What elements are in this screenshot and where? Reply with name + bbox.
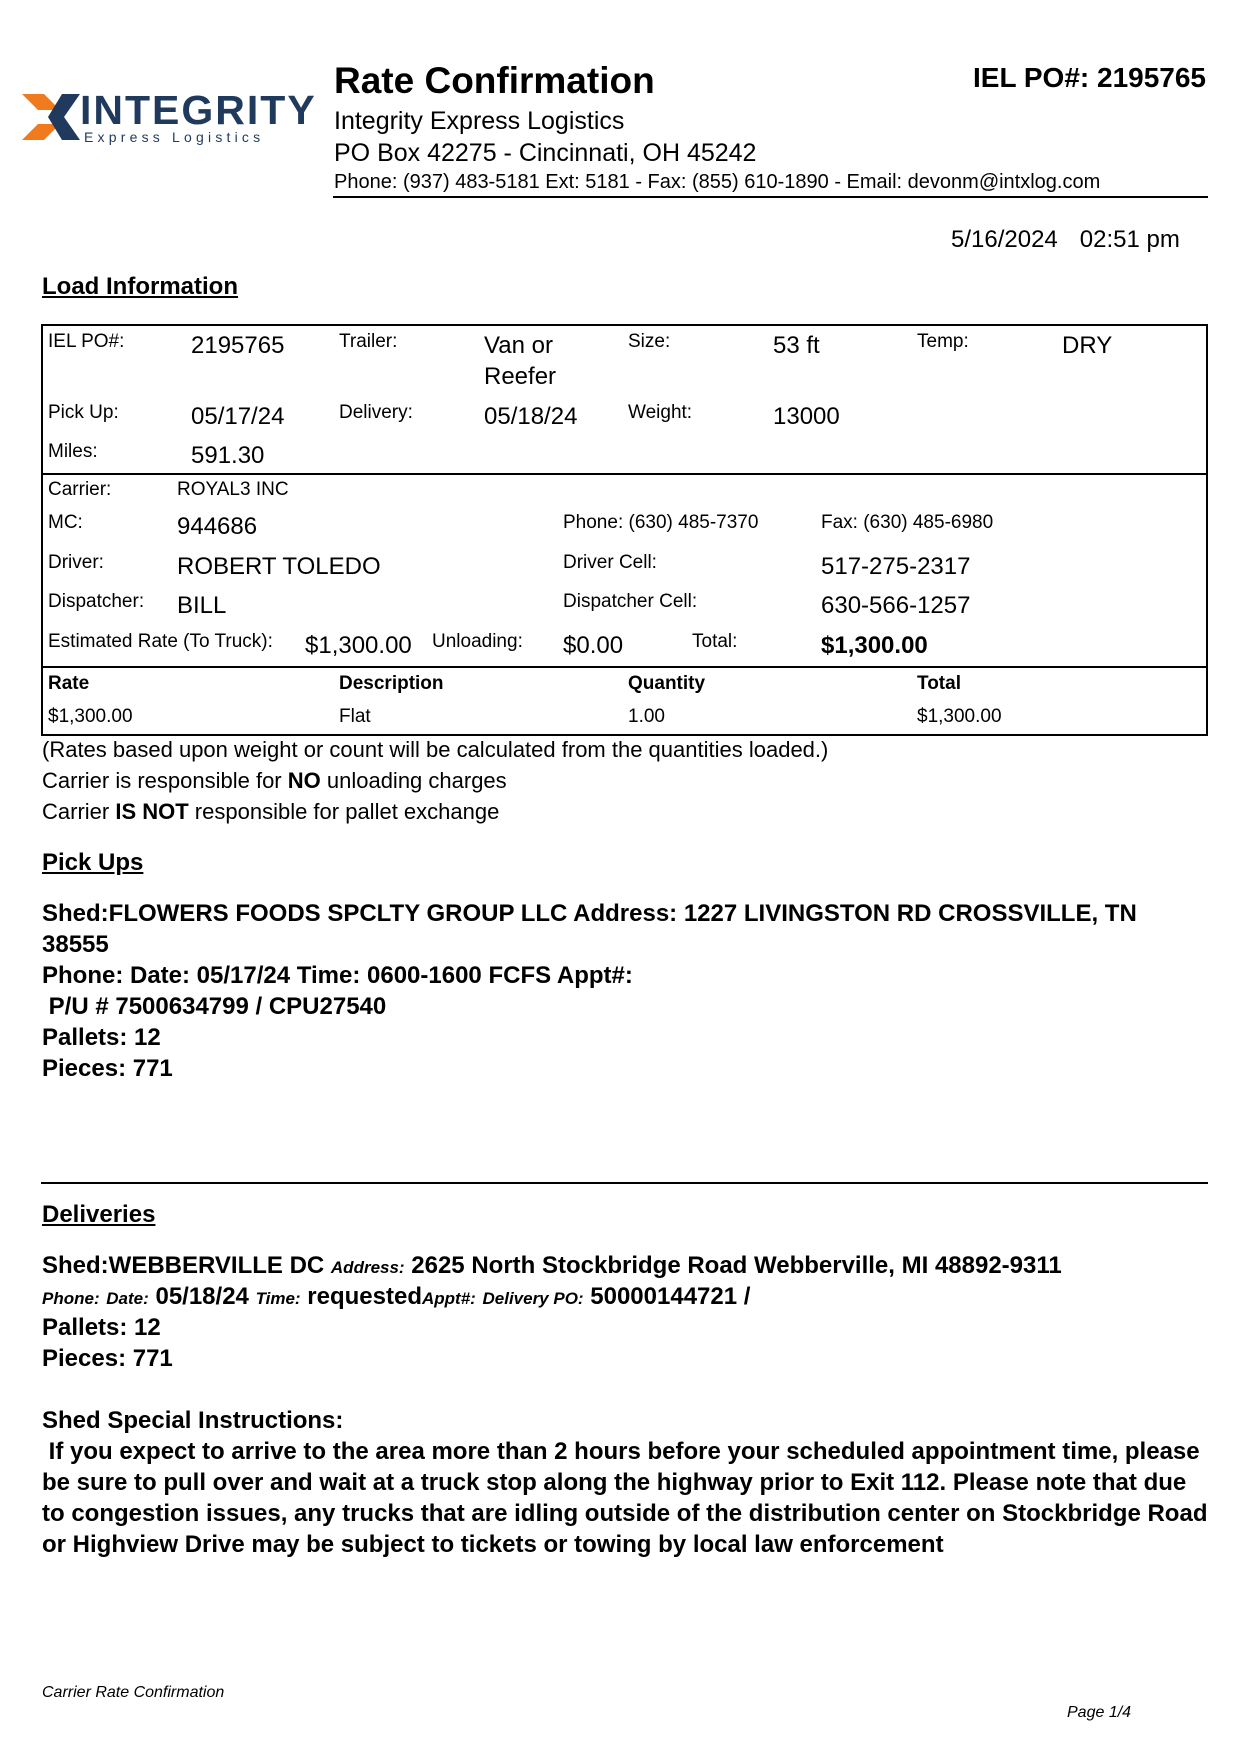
trailer-value-line1: Van or	[484, 332, 553, 359]
pickup-label: Pick Up:	[48, 402, 119, 423]
rates-header-description: Description	[339, 673, 444, 694]
pickup-pieces: Pieces: 771	[42, 1055, 173, 1082]
pickup-zip-line: 38555	[42, 931, 109, 958]
driver-cell-label: Driver Cell:	[563, 552, 657, 573]
weight-value: 13000	[773, 403, 840, 430]
driver-value: ROBERT TOLEDO	[177, 553, 381, 580]
delivery-pieces: Pieces: 771	[42, 1345, 173, 1372]
rates-cell-quantity: 1.00	[628, 706, 665, 727]
pickups-heading: Pick Ups	[42, 849, 144, 876]
temp-label: Temp:	[917, 331, 969, 352]
company-contact: Phone: (937) 483-5181 Ext: 5181 - Fax: (855) 610-1890 - Email: devonm@intxlog.com	[334, 171, 1101, 193]
header-divider	[333, 196, 1208, 198]
carrier-phone: Phone: (630) 485-7370	[563, 512, 759, 533]
dispatcher-value: BILL	[177, 592, 227, 619]
rates-header-quantity: Quantity	[628, 673, 706, 694]
delivery-label: Delivery:	[339, 402, 413, 423]
delivery-value: 05/18/24	[484, 403, 578, 430]
company-name: Integrity Express Logistics	[334, 107, 625, 135]
rates-cell-description: Flat	[339, 706, 371, 727]
mc-value: 944686	[177, 513, 258, 540]
unloading-label: Unloading:	[432, 631, 523, 652]
total-label: Total:	[692, 631, 738, 652]
carrier-value: ROYAL3 INC	[177, 479, 289, 500]
po-number-header: IEL PO#: 2195765	[973, 62, 1206, 93]
footer-page-number: Page 1/4	[1067, 1704, 1132, 1721]
dispatcher-cell-label: Dispatcher Cell:	[563, 591, 698, 612]
special-instructions-text: If you expect to arrive to the area more than 2 hours before your scheduled appointment time, please be sure to pull over and wait at a truck stop along the highway prior to Exit 112. Please note that due to congestion issues, any trucks that are idling outside of the distribution center on Stockbridge Road or Highview Drive may be subject to tickets or towing by local law enforcement	[42, 1438, 1215, 1558]
driver-label: Driver:	[48, 552, 104, 573]
load-information-table	[41, 324, 1208, 736]
pickup-pallets: Pallets: 12	[42, 1024, 161, 1051]
issue-date: 5/16/2024	[951, 226, 1058, 253]
document-title: Rate Confirmation	[334, 60, 655, 101]
table-divider	[43, 666, 1206, 668]
iel-po-value: 2195765	[191, 332, 285, 359]
dispatcher-label: Dispatcher:	[48, 591, 145, 612]
table-divider	[43, 473, 1206, 475]
load-information-heading: Load Information	[42, 273, 238, 300]
rates-note: (Rates based upon weight or count will be calculated from the quantities loaded.)	[42, 737, 829, 762]
dispatcher-cell-value: 630-566-1257	[821, 592, 971, 619]
weight-label: Weight:	[628, 402, 693, 423]
size-label: Size:	[628, 331, 671, 352]
carrier-label: Carrier:	[48, 479, 112, 500]
logo-brand-text: INTEGRITY	[80, 88, 317, 133]
deliveries-heading: Deliveries	[42, 1201, 156, 1228]
footer-document-name: Carrier Rate Confirmation	[42, 1684, 225, 1701]
company-logo	[22, 88, 322, 148]
unloading-note: Carrier is responsible for NO unloading charges	[42, 768, 507, 793]
trailer-label: Trailer:	[339, 331, 398, 352]
unloading-value: $0.00	[563, 632, 624, 659]
rates-cell-rate: $1,300.00	[48, 706, 133, 727]
pallet-note: Carrier IS NOT responsible for pallet exchange	[42, 799, 500, 824]
mc-label: MC:	[48, 512, 83, 533]
special-instructions-heading: Shed Special Instructions:	[42, 1407, 344, 1434]
delivery-schedule-line: Phone: Date: 05/18/24 Time: requestedAppt#: Delivery PO: 50000144721 /	[42, 1283, 751, 1310]
rates-header-rate: Rate	[48, 673, 90, 694]
rates-cell-total: $1,300.00	[917, 706, 1002, 727]
company-address: PO Box 42275 - Cincinnati, OH 45242	[334, 139, 757, 167]
issue-time: 02:51 pm	[1079, 226, 1180, 253]
rates-header-total: Total	[917, 673, 961, 694]
section-divider	[41, 1182, 1208, 1184]
logo-tagline-text: Express Logistics	[84, 129, 265, 145]
total-value: $1,300.00	[821, 632, 928, 659]
logo-mark-icon	[22, 88, 322, 148]
pickup-number-line: P/U # 7500634799 / CPU27540	[42, 993, 387, 1020]
pickup-schedule-line: Phone: Date: 05/17/24 Time: 0600-1600 FCFS Appt#:	[42, 962, 633, 989]
estimated-rate-label: Estimated Rate (To Truck):	[48, 631, 273, 652]
carrier-fax: Fax: (630) 485-6980	[821, 512, 994, 533]
temp-value: DRY	[1062, 332, 1113, 359]
pickup-value: 05/17/24	[191, 403, 285, 430]
trailer-value-line2: Reefer	[484, 363, 557, 390]
delivery-shed-line: Shed:WEBBERVILLE DC Address: 2625 North Stockbridge Road Webberville, MI 48892-9311	[42, 1252, 1062, 1279]
miles-value: 591.30	[191, 442, 265, 469]
issue-datetime	[951, 226, 1180, 254]
driver-cell-value: 517-275-2317	[821, 553, 971, 580]
iel-po-label: IEL PO#:	[48, 331, 125, 352]
estimated-rate-value: $1,300.00	[305, 632, 412, 659]
pickup-shed-line: Shed:FLOWERS FOODS SPCLTY GROUP LLC Address: 1227 LIVINGSTON RD CROSSVILLE, TN	[42, 900, 1137, 927]
miles-label: Miles:	[48, 441, 98, 462]
delivery-pallets: Pallets: 12	[42, 1314, 161, 1341]
size-value: 53 ft	[773, 332, 820, 359]
